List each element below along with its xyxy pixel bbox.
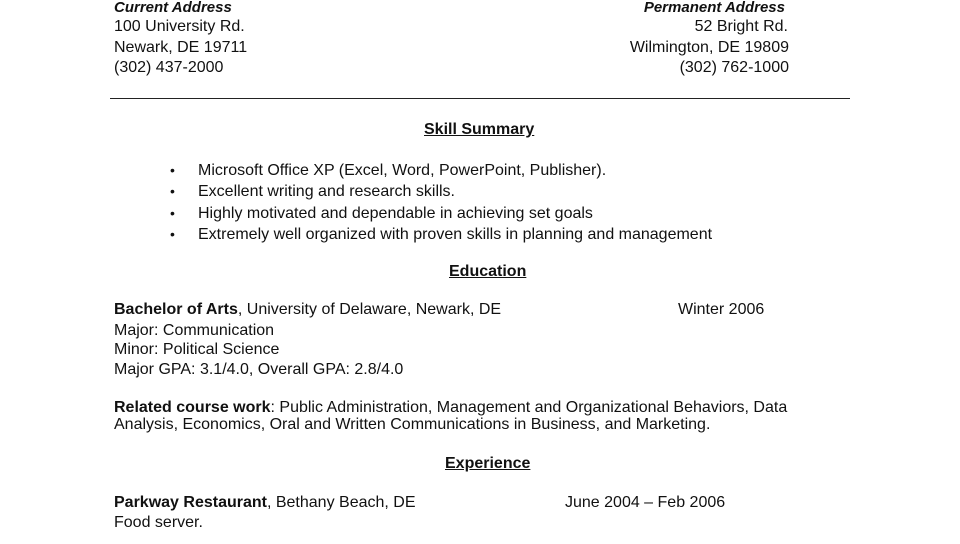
skill-text: Excellent writing and research skills. — [198, 183, 455, 200]
permanent-address-city: Wilmington, DE 19809 — [629, 39, 789, 56]
bullet-icon: • — [170, 183, 175, 199]
minor: Minor: Political Science — [114, 341, 280, 358]
degree-date: Winter 2006 — [678, 301, 765, 318]
current-address-heading: Current Address — [114, 0, 232, 16]
skill-item — [170, 181, 790, 202]
bullet-icon: • — [170, 205, 175, 221]
employer-name: Parkway Restaurant — [114, 494, 267, 511]
skill-text: Extremely well organized with proven skills in planning and management — [198, 226, 713, 243]
skill-text: Highly motivated and dependable in achieving set goals — [198, 205, 593, 222]
employer-line — [114, 493, 416, 513]
employment-dates: June 2004 – Feb 2006 — [565, 494, 726, 511]
skill-item — [170, 203, 790, 224]
skill-text: Microsoft Office XP (Excel, Word, PowerPoint, Publisher). — [198, 162, 607, 179]
job-role: Food server. — [114, 514, 203, 531]
permanent-address-street: 52 Bright Rd. — [694, 18, 788, 35]
bullet-icon: • — [170, 162, 175, 178]
course-work — [114, 399, 854, 433]
current-address-street: 100 University Rd. — [114, 18, 245, 35]
current-address-city: Newark, DE 19711 — [114, 39, 248, 56]
degree-school: , University of Delaware, Newark, DE — [237, 301, 502, 318]
skill-summary-title: Skill Summary — [424, 121, 535, 138]
employer-location: , Bethany Beach, DE — [266, 494, 416, 511]
permanent-address-heading: Permanent Address — [643, 0, 785, 16]
skill-item — [170, 224, 790, 245]
skill-item — [170, 160, 790, 181]
major: Major: Communication — [114, 322, 275, 339]
permanent-address-phone: (302) 762-1000 — [679, 59, 789, 76]
course-work-text: : Public Administration, Management and Organizational Behaviors, Data Analysis, Economics, Oral and Written Communications in Business, and Marketing. — [114, 399, 788, 433]
current-address-phone: (302) 437-2000 — [114, 59, 224, 76]
degree-line — [114, 300, 501, 320]
course-work-label: Related course work — [114, 399, 271, 416]
header-divider — [110, 98, 850, 99]
gpa: Major GPA: 3.1/4.0, Overall GPA: 2.8/4.0 — [114, 361, 404, 378]
experience-title: Experience — [445, 455, 531, 472]
degree-name: Bachelor of Arts — [114, 301, 238, 318]
bullet-icon: • — [170, 226, 175, 242]
education-title: Education — [449, 263, 527, 280]
